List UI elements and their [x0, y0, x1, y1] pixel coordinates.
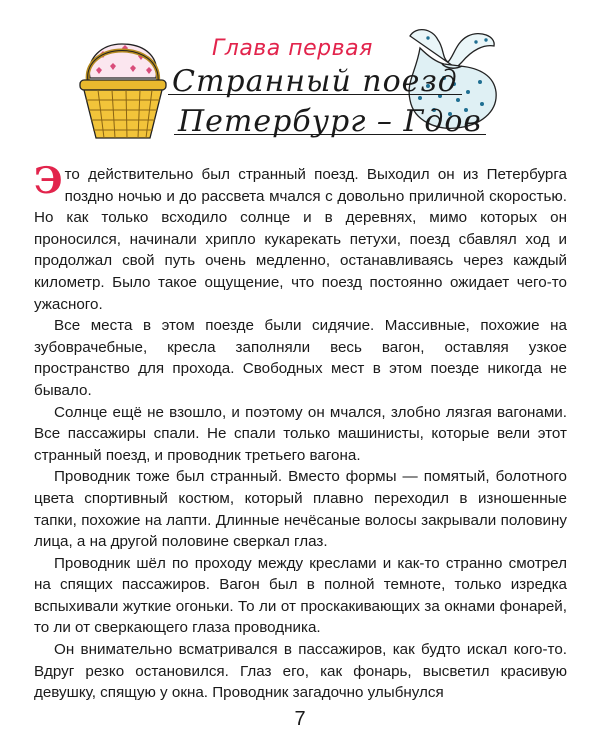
- chapter-title-line-1: Странный поезд: [172, 64, 458, 99]
- page-number: 7: [294, 708, 306, 730]
- paragraph-text: то действительно был странный поезд. Выходил он из Петербурга поздно ночью и до рассвета мчался с довольно приличной скоростью. Но как только всходило солнце и в деревнях, мимо которых он проносился, начинали хрипло кукарекать петухи, поезд сбавлял ход и продолжал свой путь очень медленно, останавливаясь через каждый километр. Было такое ощущение, что поезд постоянно ожидает чего-то ужасного.: [34, 166, 567, 313]
- chapter-label: Глава первая: [212, 36, 373, 61]
- paragraph: [34, 160, 567, 315]
- paragraph: Солнце ещё не взошло, и поэтому он мчался, злобно лязгая вагонами. Все пассажиры спали. Не спали только машинисты, которые вели этот странный поезд, и проводник третьего вагона.: [34, 403, 567, 464]
- basket-icon: [72, 30, 172, 145]
- paragraph: Проводник шёл по проходу между креслами и как-то странно смотрел на спящих пассажиров. Вагон был в полной темноте, только изредка вспыхивали жуткие огоньки. То ли от проскакивающих за окнами фонарей, то ли от сверкающего глаза проводника.: [34, 554, 567, 637]
- paragraph: Он внимательно всматривался в пассажиров, как будто искал кого-то. Вдруг резко остановился. Глаз его, как фонарь, высветил красивую девушку, спящую у окна. Проводник загадочно улыбнулся: [34, 641, 567, 702]
- chapter-text: [34, 160, 567, 704]
- paragraph: Все места в этом поезде были сидячие. Массивные, похожие на зубоврачебные, кресла заполняли весь вагон, оставляя узкое пространство для прохода. Свободных мест в этом поезде никогда не бывало.: [34, 317, 567, 399]
- chapter-header: [0, 0, 600, 160]
- drop-cap: Э: [34, 160, 63, 202]
- paragraph: Проводник тоже был странный. Вместо формы — помятый, болотного цвета спортивный костюм, который плавно переходил в изношенные тапки, похожие на лапти. Длинные нечёсаные волосы закрывали половину лица, а на другой половине сверкал глаз.: [34, 468, 567, 551]
- chapter-title-line-2: Петербург – Гдов: [178, 104, 482, 139]
